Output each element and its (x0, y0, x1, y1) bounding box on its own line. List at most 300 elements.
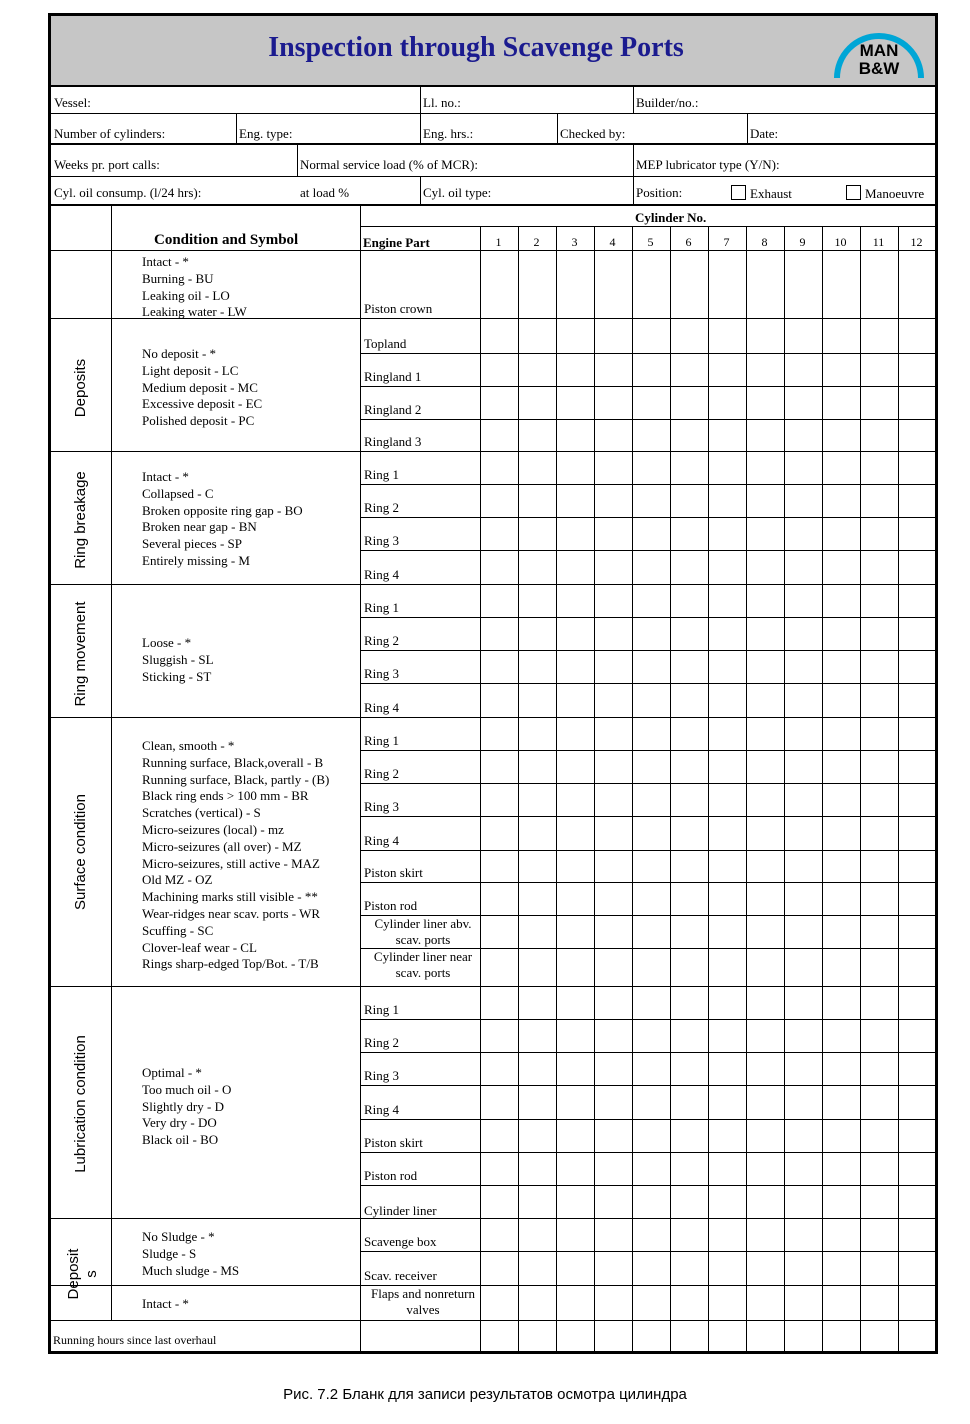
inspection-cell[interactable] (861, 1153, 898, 1185)
inspection-cell[interactable] (481, 1120, 518, 1152)
inspection-cell[interactable] (785, 1186, 822, 1220)
inspection-cell[interactable] (747, 1252, 784, 1285)
inspection-cell[interactable] (557, 1219, 594, 1251)
inspection-cell[interactable] (709, 1053, 746, 1085)
inspection-cell[interactable] (671, 1086, 708, 1119)
inspection-cell[interactable] (785, 1153, 822, 1185)
inspection-cell[interactable] (899, 551, 935, 584)
inspection-cell[interactable] (899, 684, 935, 717)
inspection-cell[interactable] (519, 551, 556, 584)
inspection-cell[interactable] (709, 1086, 746, 1119)
inspection-cell[interactable] (519, 354, 556, 386)
running-hours-cell[interactable] (747, 1321, 784, 1352)
inspection-cell[interactable] (519, 987, 556, 1019)
inspection-cell[interactable] (595, 1120, 632, 1152)
inspection-cell[interactable] (899, 851, 935, 882)
inspection-cell[interactable] (861, 987, 898, 1019)
inspection-cell[interactable] (823, 1219, 860, 1251)
inspection-cell[interactable] (709, 518, 746, 550)
inspection-cell[interactable] (861, 718, 898, 750)
inspection-cell[interactable] (671, 420, 708, 451)
inspection-cell[interactable] (861, 585, 898, 617)
inspection-cell[interactable] (633, 420, 670, 451)
inspection-cell[interactable] (557, 251, 594, 318)
inspection-cell[interactable] (595, 354, 632, 386)
inspection-cell[interactable] (823, 1286, 860, 1320)
inspection-cell[interactable] (557, 987, 594, 1019)
inspection-cell[interactable] (519, 319, 556, 353)
inspection-cell[interactable] (557, 684, 594, 717)
inspection-cell[interactable] (519, 420, 556, 451)
inspection-cell[interactable] (709, 354, 746, 386)
inspection-cell[interactable] (481, 949, 518, 982)
inspection-cell[interactable] (481, 420, 518, 451)
inspection-cell[interactable] (481, 718, 518, 750)
inspection-cell[interactable] (595, 452, 632, 484)
inspection-cell[interactable] (861, 1086, 898, 1119)
inspection-cell[interactable] (481, 1186, 518, 1220)
inspection-cell[interactable] (747, 251, 784, 318)
inspection-cell[interactable] (671, 518, 708, 550)
inspection-cell[interactable] (633, 1286, 670, 1320)
inspection-cell[interactable] (709, 485, 746, 517)
inspection-cell[interactable] (899, 651, 935, 683)
inspection-cell[interactable] (519, 485, 556, 517)
inspection-cell[interactable] (481, 354, 518, 386)
inspection-cell[interactable] (899, 784, 935, 816)
inspection-cell[interactable] (481, 684, 518, 717)
inspection-cell[interactable] (633, 1053, 670, 1085)
inspection-cell[interactable] (709, 1020, 746, 1052)
inspection-cell[interactable] (671, 751, 708, 783)
inspection-cell[interactable] (595, 1020, 632, 1052)
inspection-cell[interactable] (481, 618, 518, 650)
inspection-cell[interactable] (747, 1219, 784, 1251)
running-hours-cell[interactable] (823, 1321, 860, 1352)
inspection-cell[interactable] (861, 1186, 898, 1220)
inspection-cell[interactable] (747, 1186, 784, 1220)
inspection-cell[interactable] (481, 1086, 518, 1119)
inspection-cell[interactable] (481, 1286, 518, 1320)
inspection-cell[interactable] (823, 718, 860, 750)
inspection-cell[interactable] (671, 452, 708, 484)
inspection-cell[interactable] (671, 817, 708, 850)
inspection-cell[interactable] (861, 784, 898, 816)
inspection-cell[interactable] (709, 1252, 746, 1285)
inspection-cell[interactable] (899, 319, 935, 353)
inspection-cell[interactable] (747, 1053, 784, 1085)
inspection-cell[interactable] (709, 387, 746, 419)
inspection-cell[interactable] (785, 452, 822, 484)
running-hours-cell[interactable] (557, 1321, 594, 1352)
inspection-cell[interactable] (633, 949, 670, 982)
inspection-cell[interactable] (595, 1053, 632, 1085)
inspection-cell[interactable] (481, 585, 518, 617)
inspection-cell[interactable] (899, 251, 935, 318)
inspection-cell[interactable] (557, 485, 594, 517)
inspection-cell[interactable] (785, 1120, 822, 1152)
inspection-cell[interactable] (557, 354, 594, 386)
inspection-cell[interactable] (747, 1086, 784, 1119)
inspection-cell[interactable] (557, 916, 594, 948)
inspection-cell[interactable] (785, 651, 822, 683)
inspection-cell[interactable] (633, 618, 670, 650)
inspection-cell[interactable] (861, 651, 898, 683)
inspection-cell[interactable] (633, 1252, 670, 1285)
inspection-cell[interactable] (747, 585, 784, 617)
inspection-cell[interactable] (747, 618, 784, 650)
inspection-cell[interactable] (633, 1186, 670, 1220)
inspection-cell[interactable] (519, 1120, 556, 1152)
inspection-cell[interactable] (481, 251, 518, 318)
inspection-cell[interactable] (823, 1020, 860, 1052)
inspection-cell[interactable] (899, 1286, 935, 1320)
inspection-cell[interactable] (595, 1286, 632, 1320)
inspection-cell[interactable] (671, 354, 708, 386)
inspection-cell[interactable] (747, 883, 784, 915)
inspection-cell[interactable] (861, 916, 898, 948)
inspection-cell[interactable] (785, 551, 822, 584)
inspection-cell[interactable] (557, 751, 594, 783)
inspection-cell[interactable] (633, 784, 670, 816)
running-hours-cell[interactable] (671, 1321, 708, 1352)
inspection-cell[interactable] (861, 1252, 898, 1285)
inspection-cell[interactable] (633, 817, 670, 850)
inspection-cell[interactable] (671, 949, 708, 982)
inspection-cell[interactable] (481, 883, 518, 915)
inspection-cell[interactable] (899, 1186, 935, 1220)
inspection-cell[interactable] (709, 987, 746, 1019)
inspection-cell[interactable] (595, 817, 632, 850)
inspection-cell[interactable] (481, 485, 518, 517)
inspection-cell[interactable] (823, 1153, 860, 1185)
inspection-cell[interactable] (785, 1252, 822, 1285)
running-hours-cell[interactable] (861, 1321, 898, 1352)
inspection-cell[interactable] (595, 1186, 632, 1220)
inspection-cell[interactable] (785, 1286, 822, 1320)
inspection-cell[interactable] (519, 851, 556, 882)
inspection-cell[interactable] (861, 949, 898, 982)
inspection-cell[interactable] (671, 1120, 708, 1152)
inspection-cell[interactable] (747, 1120, 784, 1152)
inspection-cell[interactable] (899, 518, 935, 550)
inspection-cell[interactable] (861, 618, 898, 650)
inspection-cell[interactable] (519, 784, 556, 816)
inspection-cell[interactable] (595, 883, 632, 915)
inspection-cell[interactable] (519, 1219, 556, 1251)
inspection-cell[interactable] (595, 916, 632, 948)
inspection-cell[interactable] (481, 851, 518, 882)
inspection-cell[interactable] (899, 883, 935, 915)
inspection-cell[interactable] (595, 987, 632, 1019)
inspection-cell[interactable] (557, 1020, 594, 1052)
inspection-cell[interactable] (709, 1286, 746, 1320)
inspection-cell[interactable] (595, 1086, 632, 1119)
inspection-cell[interactable] (595, 485, 632, 517)
inspection-cell[interactable] (823, 1086, 860, 1119)
inspection-cell[interactable] (747, 518, 784, 550)
inspection-cell[interactable] (709, 949, 746, 982)
inspection-cell[interactable] (519, 1252, 556, 1285)
inspection-cell[interactable] (557, 1053, 594, 1085)
inspection-cell[interactable] (899, 618, 935, 650)
inspection-cell[interactable] (709, 817, 746, 850)
exhaust-option[interactable]: Exhaust (731, 185, 792, 202)
inspection-cell[interactable] (861, 1286, 898, 1320)
inspection-cell[interactable] (709, 1219, 746, 1251)
inspection-cell[interactable] (823, 1053, 860, 1085)
inspection-cell[interactable] (823, 851, 860, 882)
inspection-cell[interactable] (899, 1219, 935, 1251)
inspection-cell[interactable] (709, 784, 746, 816)
inspection-cell[interactable] (481, 387, 518, 419)
inspection-cell[interactable] (785, 585, 822, 617)
inspection-cell[interactable] (709, 916, 746, 948)
inspection-cell[interactable] (557, 387, 594, 419)
inspection-cell[interactable] (671, 883, 708, 915)
inspection-cell[interactable] (785, 618, 822, 650)
inspection-cell[interactable] (671, 585, 708, 617)
inspection-cell[interactable] (823, 784, 860, 816)
running-hours-cell[interactable] (633, 1321, 670, 1352)
inspection-cell[interactable] (671, 718, 708, 750)
inspection-cell[interactable] (633, 585, 670, 617)
inspection-cell[interactable] (633, 387, 670, 419)
inspection-cell[interactable] (671, 1252, 708, 1285)
inspection-cell[interactable] (823, 420, 860, 451)
inspection-cell[interactable] (595, 784, 632, 816)
inspection-cell[interactable] (861, 251, 898, 318)
inspection-cell[interactable] (899, 817, 935, 850)
inspection-cell[interactable] (557, 1153, 594, 1185)
running-hours-cell[interactable] (709, 1321, 746, 1352)
inspection-cell[interactable] (595, 751, 632, 783)
inspection-cell[interactable] (633, 518, 670, 550)
inspection-cell[interactable] (595, 949, 632, 982)
inspection-cell[interactable] (671, 1053, 708, 1085)
inspection-cell[interactable] (481, 916, 518, 948)
inspection-cell[interactable] (823, 949, 860, 982)
inspection-cell[interactable] (709, 1120, 746, 1152)
inspection-cell[interactable] (785, 718, 822, 750)
inspection-cell[interactable] (633, 1120, 670, 1152)
inspection-cell[interactable] (899, 949, 935, 982)
inspection-cell[interactable] (671, 851, 708, 882)
inspection-cell[interactable] (671, 684, 708, 717)
inspection-cell[interactable] (747, 420, 784, 451)
inspection-cell[interactable] (747, 784, 784, 816)
inspection-cell[interactable] (785, 751, 822, 783)
inspection-cell[interactable] (595, 518, 632, 550)
inspection-cell[interactable] (481, 784, 518, 816)
inspection-cell[interactable] (747, 485, 784, 517)
inspection-cell[interactable] (481, 319, 518, 353)
inspection-cell[interactable] (861, 851, 898, 882)
inspection-cell[interactable] (557, 883, 594, 915)
inspection-cell[interactable] (709, 585, 746, 617)
inspection-cell[interactable] (861, 354, 898, 386)
inspection-cell[interactable] (709, 251, 746, 318)
inspection-cell[interactable] (481, 1252, 518, 1285)
inspection-cell[interactable] (557, 718, 594, 750)
inspection-cell[interactable] (899, 485, 935, 517)
inspection-cell[interactable] (899, 751, 935, 783)
inspection-cell[interactable] (633, 1020, 670, 1052)
inspection-cell[interactable] (481, 651, 518, 683)
inspection-cell[interactable] (861, 420, 898, 451)
inspection-cell[interactable] (595, 251, 632, 318)
inspection-cell[interactable] (823, 518, 860, 550)
inspection-cell[interactable] (709, 1186, 746, 1220)
inspection-cell[interactable] (709, 319, 746, 353)
inspection-cell[interactable] (633, 883, 670, 915)
inspection-cell[interactable] (823, 251, 860, 318)
inspection-cell[interactable] (595, 618, 632, 650)
inspection-cell[interactable] (861, 387, 898, 419)
inspection-cell[interactable] (481, 1053, 518, 1085)
inspection-cell[interactable] (785, 251, 822, 318)
inspection-cell[interactable] (671, 551, 708, 584)
inspection-cell[interactable] (595, 1252, 632, 1285)
inspection-cell[interactable] (899, 1086, 935, 1119)
inspection-cell[interactable] (823, 551, 860, 584)
manoeuvre-option[interactable]: Manoeuvre (846, 185, 924, 202)
inspection-cell[interactable] (709, 883, 746, 915)
inspection-cell[interactable] (899, 718, 935, 750)
inspection-cell[interactable] (747, 1286, 784, 1320)
inspection-cell[interactable] (709, 751, 746, 783)
inspection-cell[interactable] (481, 1020, 518, 1052)
inspection-cell[interactable] (595, 420, 632, 451)
inspection-cell[interactable] (785, 851, 822, 882)
inspection-cell[interactable] (899, 387, 935, 419)
inspection-cell[interactable] (747, 319, 784, 353)
running-hours-cell[interactable] (595, 1321, 632, 1352)
inspection-cell[interactable] (671, 387, 708, 419)
inspection-cell[interactable] (747, 1020, 784, 1052)
inspection-cell[interactable] (519, 718, 556, 750)
inspection-cell[interactable] (557, 1186, 594, 1220)
running-hours-cell[interactable] (899, 1321, 935, 1352)
inspection-cell[interactable] (785, 1053, 822, 1085)
inspection-cell[interactable] (785, 420, 822, 451)
inspection-cell[interactable] (557, 551, 594, 584)
inspection-cell[interactable] (861, 817, 898, 850)
inspection-cell[interactable] (899, 1153, 935, 1185)
running-hours-cell[interactable] (481, 1321, 518, 1352)
inspection-cell[interactable] (899, 1020, 935, 1052)
inspection-cell[interactable] (709, 452, 746, 484)
inspection-cell[interactable] (633, 684, 670, 717)
inspection-cell[interactable] (785, 518, 822, 550)
inspection-cell[interactable] (633, 319, 670, 353)
inspection-cell[interactable] (899, 585, 935, 617)
inspection-cell[interactable] (899, 420, 935, 451)
inspection-cell[interactable] (557, 518, 594, 550)
inspection-cell[interactable] (747, 684, 784, 717)
inspection-cell[interactable] (595, 1219, 632, 1251)
inspection-cell[interactable] (633, 354, 670, 386)
inspection-cell[interactable] (633, 452, 670, 484)
inspection-cell[interactable] (481, 551, 518, 584)
inspection-cell[interactable] (633, 751, 670, 783)
inspection-cell[interactable] (557, 1286, 594, 1320)
inspection-cell[interactable] (557, 651, 594, 683)
inspection-cell[interactable] (747, 916, 784, 948)
inspection-cell[interactable] (861, 1020, 898, 1052)
inspection-cell[interactable] (785, 1086, 822, 1119)
inspection-cell[interactable] (519, 651, 556, 683)
inspection-cell[interactable] (785, 319, 822, 353)
inspection-cell[interactable] (519, 1186, 556, 1220)
inspection-cell[interactable] (519, 1020, 556, 1052)
inspection-cell[interactable] (709, 551, 746, 584)
inspection-cell[interactable] (557, 420, 594, 451)
inspection-cell[interactable] (823, 751, 860, 783)
inspection-cell[interactable] (823, 585, 860, 617)
inspection-cell[interactable] (823, 1186, 860, 1220)
inspection-cell[interactable] (633, 485, 670, 517)
inspection-cell[interactable] (481, 751, 518, 783)
inspection-cell[interactable] (823, 1120, 860, 1152)
inspection-cell[interactable] (671, 1153, 708, 1185)
inspection-cell[interactable] (785, 485, 822, 517)
inspection-cell[interactable] (861, 883, 898, 915)
inspection-cell[interactable] (595, 718, 632, 750)
inspection-cell[interactable] (519, 883, 556, 915)
inspection-cell[interactable] (823, 354, 860, 386)
running-hours-cell[interactable] (519, 1321, 556, 1352)
inspection-cell[interactable] (595, 585, 632, 617)
inspection-cell[interactable] (709, 1153, 746, 1185)
inspection-cell[interactable] (671, 1020, 708, 1052)
inspection-cell[interactable] (861, 1120, 898, 1152)
inspection-cell[interactable] (823, 319, 860, 353)
inspection-cell[interactable] (671, 1219, 708, 1251)
inspection-cell[interactable] (671, 987, 708, 1019)
inspection-cell[interactable] (861, 485, 898, 517)
inspection-cell[interactable] (671, 485, 708, 517)
inspection-cell[interactable] (747, 651, 784, 683)
inspection-cell[interactable] (519, 949, 556, 982)
inspection-cell[interactable] (519, 585, 556, 617)
inspection-cell[interactable] (671, 251, 708, 318)
inspection-cell[interactable] (785, 354, 822, 386)
inspection-cell[interactable] (899, 916, 935, 948)
inspection-cell[interactable] (861, 1219, 898, 1251)
inspection-cell[interactable] (519, 1286, 556, 1320)
inspection-cell[interactable] (595, 851, 632, 882)
inspection-cell[interactable] (823, 651, 860, 683)
inspection-cell[interactable] (519, 684, 556, 717)
inspection-cell[interactable] (747, 751, 784, 783)
inspection-cell[interactable] (519, 1053, 556, 1085)
inspection-cell[interactable] (519, 1153, 556, 1185)
inspection-cell[interactable] (823, 452, 860, 484)
inspection-cell[interactable] (519, 817, 556, 850)
inspection-cell[interactable] (823, 618, 860, 650)
inspection-cell[interactable] (899, 1053, 935, 1085)
inspection-cell[interactable] (785, 949, 822, 982)
inspection-cell[interactable] (823, 1252, 860, 1285)
inspection-cell[interactable] (595, 387, 632, 419)
inspection-cell[interactable] (823, 916, 860, 948)
inspection-cell[interactable] (557, 1252, 594, 1285)
inspection-cell[interactable] (861, 551, 898, 584)
inspection-cell[interactable] (899, 452, 935, 484)
inspection-cell[interactable] (785, 883, 822, 915)
inspection-cell[interactable] (633, 1153, 670, 1185)
